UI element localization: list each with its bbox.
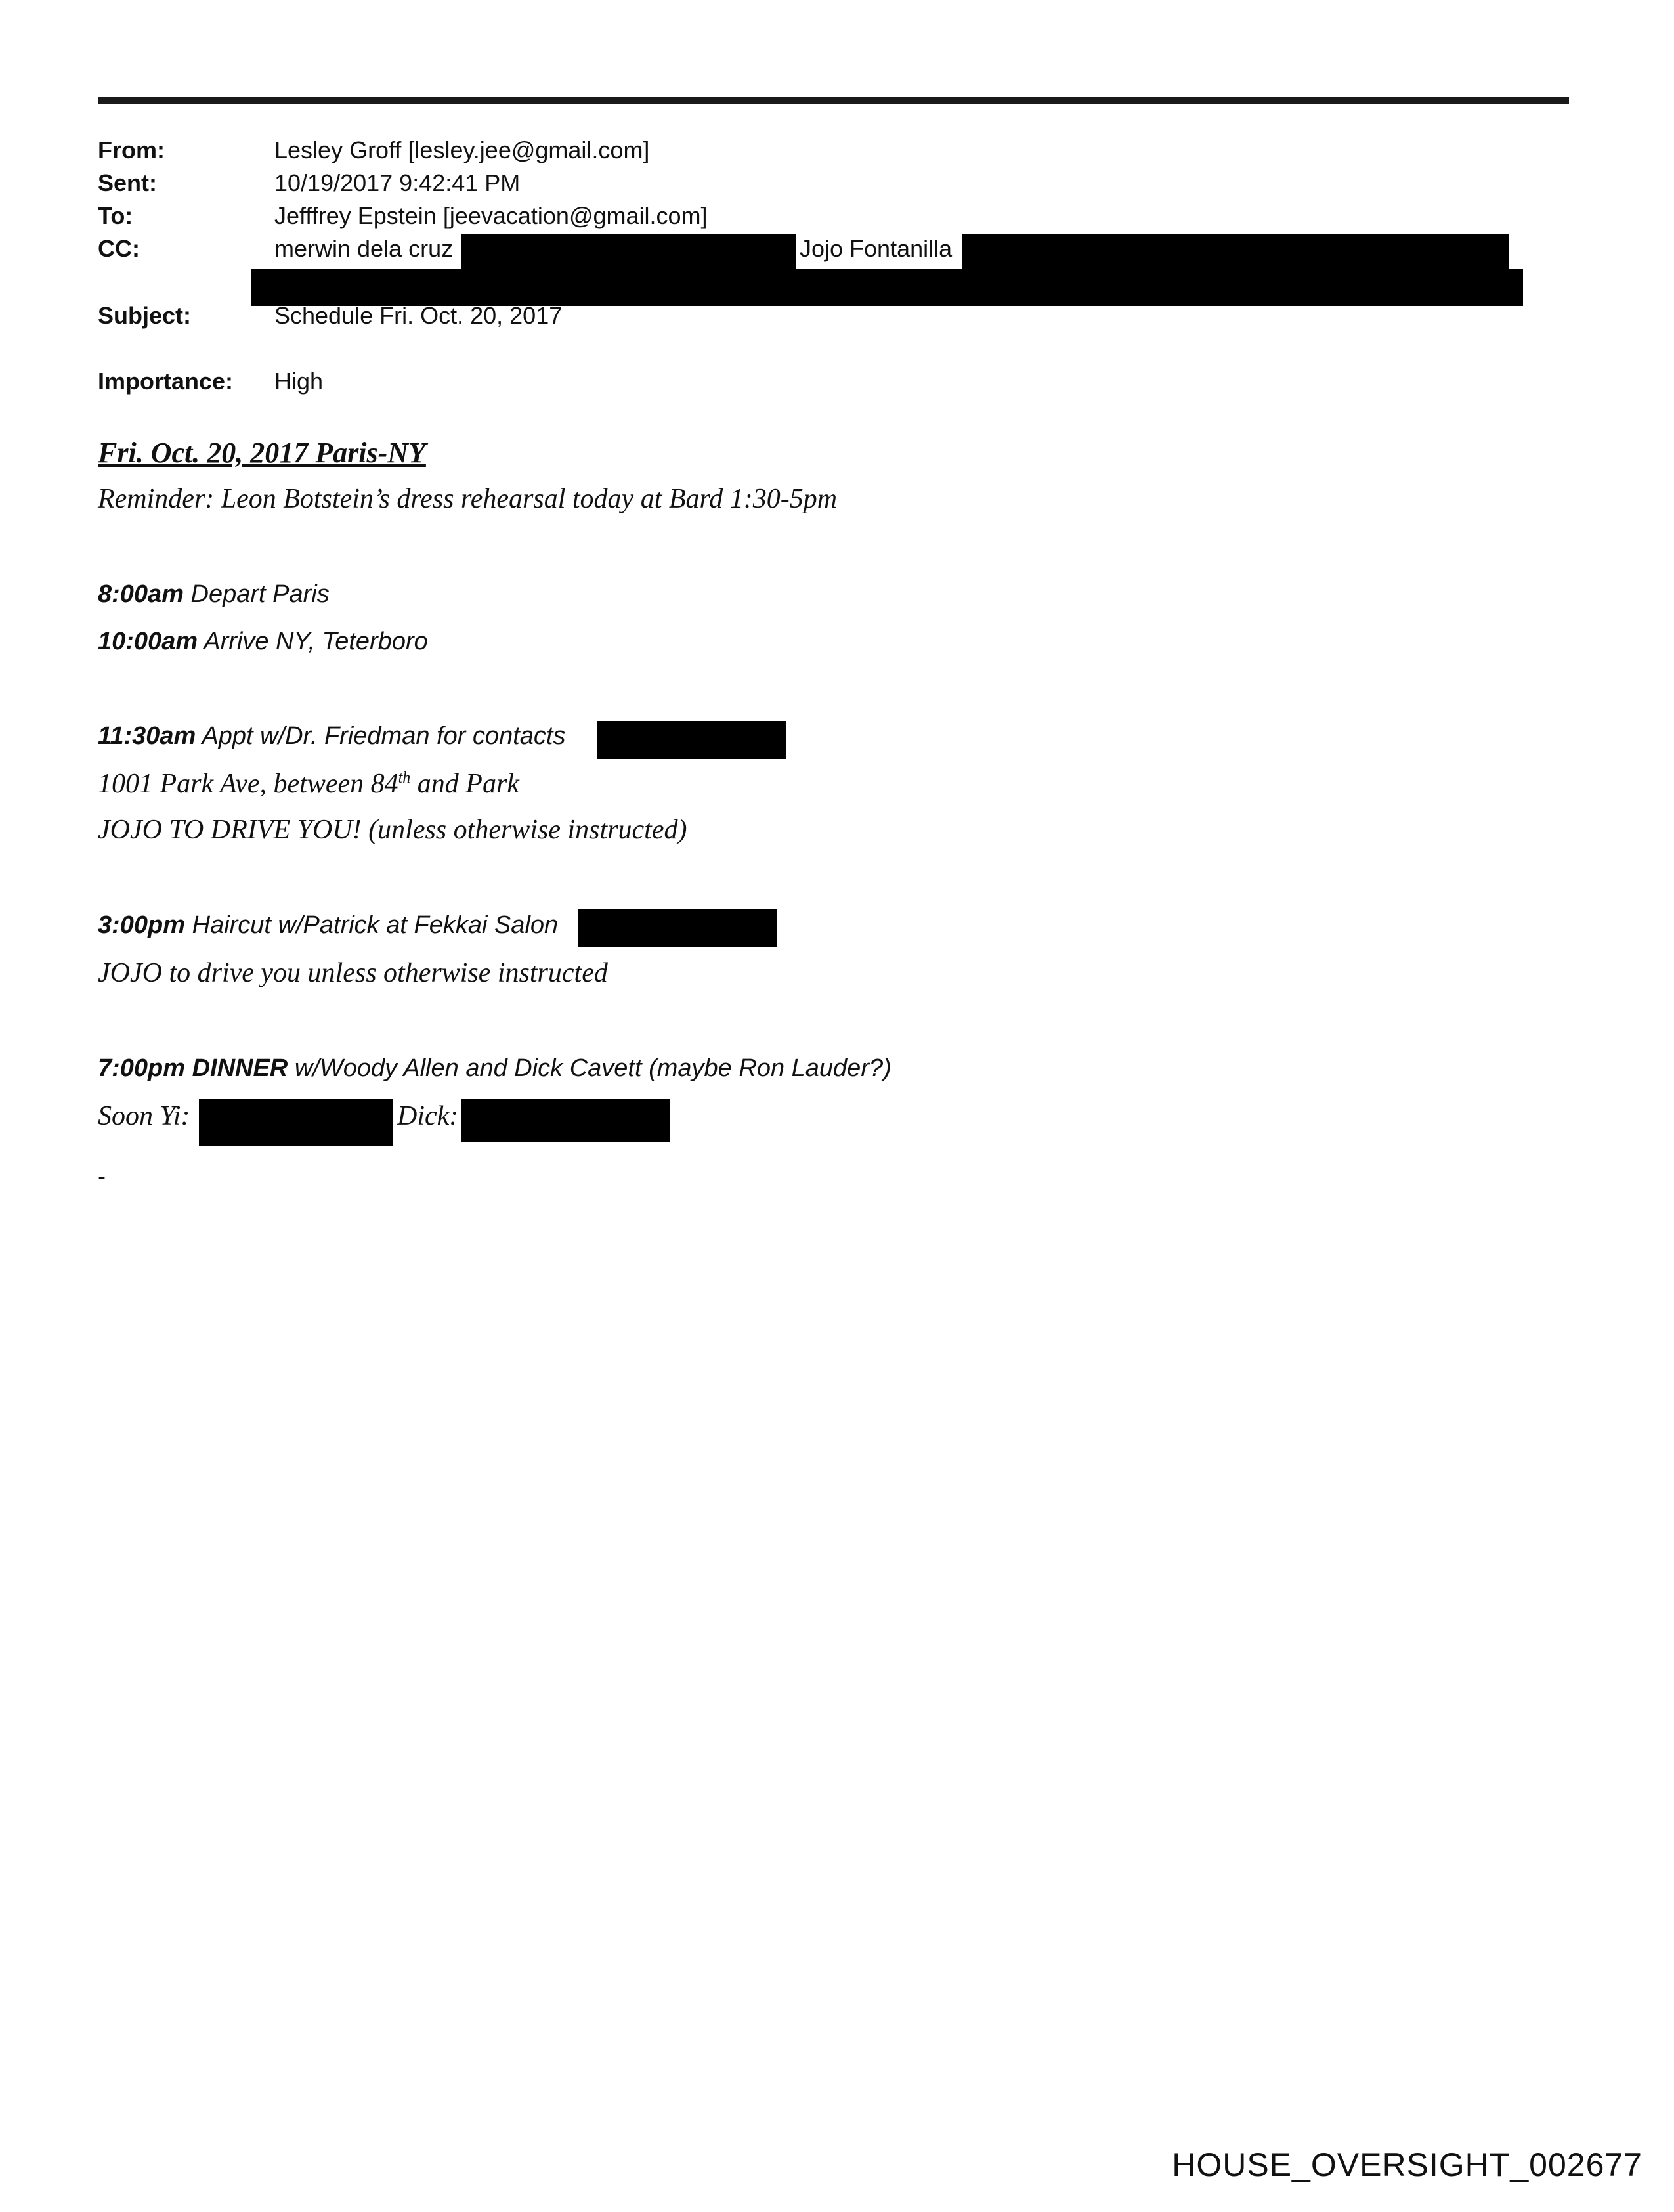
subject-label: Subject: (98, 302, 192, 329)
importance-label: Importance: (98, 368, 234, 395)
appt-time: 11:30am (98, 722, 196, 750)
arrive-text: Arrive NY, Teterboro (198, 628, 428, 655)
cc-name-merwin: merwin dela cruz (274, 235, 454, 262)
from-value: Lesley Groff [lesley.jee@gmail.com] (274, 137, 650, 163)
soon-yi-label: Soon Yi: (98, 1101, 190, 1131)
haircut-driver-note: JOJO to drive you unless otherwise instructed (98, 958, 608, 988)
appt-address-post: and Park (410, 769, 519, 799)
dinner-line (98, 1052, 891, 1083)
appt-address-sup: th (398, 770, 411, 787)
haircut-text: Haircut w/Patrick at Fekkai Salon (185, 911, 559, 939)
haircut-time: 3:00pm (98, 911, 186, 939)
cc-redaction-2 (962, 234, 1509, 269)
to-value: Jefffrey Epstein [jeevacation@gmail.com] (274, 202, 708, 229)
appt-text: Appt w/Dr. Friedman for contacts (196, 722, 566, 750)
dick-label: Dick: (397, 1101, 459, 1131)
appt-address (98, 768, 519, 800)
bates-number: HOUSE_OVERSIGHT_002677 (1172, 2146, 1642, 2183)
cc-redaction-1 (461, 234, 796, 269)
dinner-text: w/Woody Allen and Dick Cavett (maybe Ron Lauder?) (288, 1054, 891, 1082)
depart-time: 8:00am (98, 580, 184, 608)
schedule-heading: Fri. Oct. 20, 2017 Paris-NY (98, 437, 426, 469)
appt-driver-note: JOJO TO DRIVE YOU! (unless otherwise instructed) (98, 815, 687, 845)
sent-label: Sent: (98, 169, 157, 196)
sent-value: 10/19/2017 9:42:41 PM (274, 169, 521, 196)
dick-redaction (461, 1099, 670, 1142)
depart-text: Depart Paris (183, 580, 330, 608)
cc-name-jojo: Jojo Fontanilla (800, 235, 953, 262)
cc-label: CC: (98, 235, 140, 262)
trailing-dash: - (98, 1162, 106, 1189)
arrive-line (98, 625, 428, 657)
from-label: From: (98, 137, 165, 163)
depart-line (98, 578, 330, 609)
header-rule (98, 97, 1569, 104)
cc-redaction-3 (251, 269, 1523, 306)
importance-value: High (274, 368, 324, 395)
appt-redaction (597, 721, 786, 759)
to-label: To: (98, 202, 133, 229)
dinner-time: 7:00pm DINNER (98, 1054, 288, 1082)
appt-address-pre: 1001 Park Ave, between 84 (98, 769, 398, 799)
haircut-redaction (578, 909, 777, 947)
soon-yi-redaction (199, 1099, 393, 1146)
subject-value: Schedule Fri. Oct. 20, 2017 (274, 302, 563, 329)
arrive-time: 10:00am (98, 628, 198, 655)
reminder-line: Reminder: Leon Botstein’s dress rehearsal today at Bard 1:30-5pm (98, 484, 838, 514)
haircut-line (98, 909, 558, 940)
appt-line (98, 720, 565, 751)
